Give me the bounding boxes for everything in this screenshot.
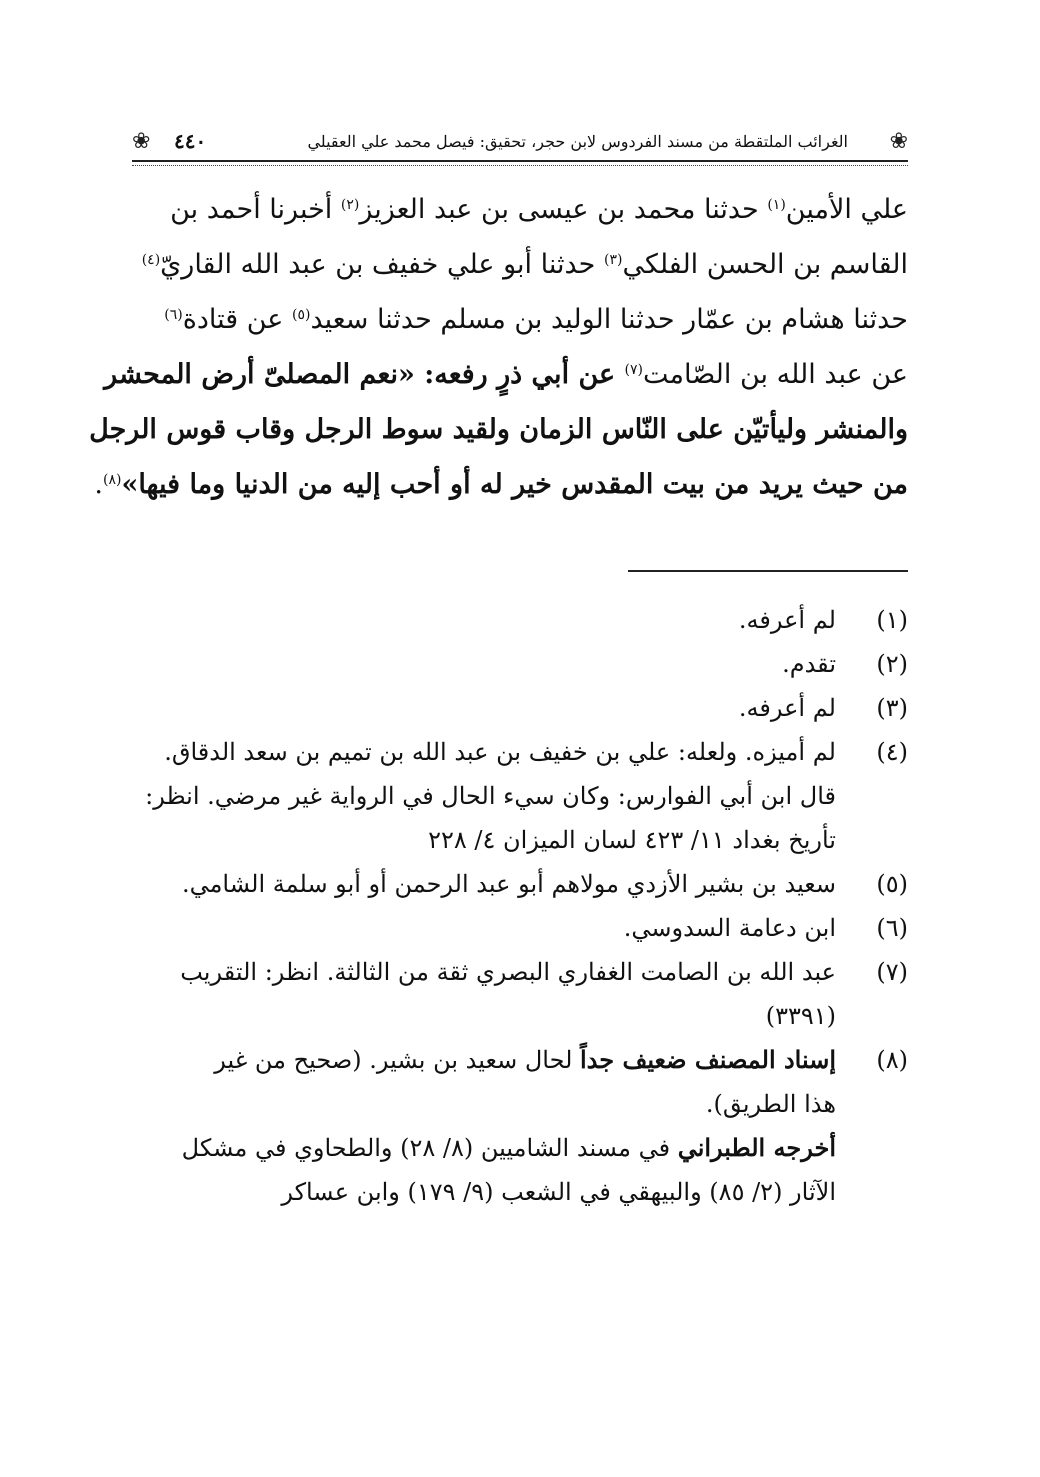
main-line [132,292,908,347]
text-run: علي الأمين [785,194,908,225]
ornament-icon: ❀ [889,129,908,154]
header-title: الغرائب الملتقطة من مسند الفردوس لابن حجر، تحقيق: فيصل محمد علي العقيلي [307,132,848,151]
hadith-text: والمنشر وليأتيّن على النّاس الزمان ولقيد سوط الرجل وقاب قوس الرجل [89,414,908,445]
footnote-ref[interactable]: (٤) [141,252,161,268]
footnote [132,862,908,906]
footnote-number: (٥) [876,870,908,898]
main-line [89,402,908,457]
text-run: لحال سعيد بن بشير. (صحيح من غير [214,1046,581,1074]
footnote-text: الآثار (٢/ ٨٥) والبيهقي في الشعب (٩/ ١٧٩) وابن عساكر [281,1178,836,1206]
footnote-number: (٤) [876,738,908,766]
footnote [132,1038,908,1126]
text-run: عن عبد الله بن الصّامت [643,359,908,390]
footnotes [132,598,908,1214]
main-text [89,182,908,512]
hadith-text: من حيث يريد من بيت المقدس خير له أو أحب إليه من الدنيا وما فيها» [121,469,908,500]
hadith-text: عن أبي ذرٍ رفعه: «نعم المصلىّ أرض المحشر [104,359,625,390]
footnote-text: تأريخ بغداد ١١/ ٤٢٣ لسان الميزان ٤/ ٢٢٨ [428,826,836,854]
footnote-text: لم أميزه. ولعله: علي بن خفيف بن عبد الله بن تميم بن سعد الدقاق. [164,738,836,766]
footnote-text: لم أعرفه. [738,606,836,634]
footnote-ref[interactable]: (٦) [164,307,183,323]
footnote-number: (٧) [876,958,908,986]
footnote-text [132,1038,836,1082]
footnote-number: (٦) [876,914,908,942]
footnote-text: لم أعرفه. [738,694,836,722]
footnote-text: ابن دعامة السدوسي. [623,914,836,942]
footnote [132,950,908,1038]
main-line [94,457,908,512]
footnote-number: (١) [876,606,908,634]
footnote-number: (٣) [876,694,908,722]
footnote-separator [628,570,908,572]
footnote [132,906,908,950]
footnote [132,598,908,642]
footnote-number: (٨) [876,1046,908,1074]
footnote-text: سعيد بن بشير الأزدي مولاهم أبو عبد الرحمن أو أبو سلمة الشامي. [181,870,836,898]
text-run: في مسند الشاميين (٨/ ٢٨) والطحاوي في مشكل [181,1134,678,1162]
header-rule-dotted [132,165,908,166]
main-line [132,237,908,292]
footnote-ref[interactable]: (٢) [340,197,360,213]
footnote-ref[interactable]: (٧) [624,362,644,378]
page-number: ٤٤٠ [174,129,207,153]
running-header [132,128,908,162]
text-run: حدثنا محمد بن عيسى بن عبد العزيز [359,194,768,225]
bold-lead: أخرجه الطبراني [677,1133,836,1162]
footnote-ref[interactable]: (٥) [291,307,311,323]
text-run: أخبرنا أحمد بن [170,194,341,225]
text-run: القاسم بن الحسن الفلكي [622,249,908,280]
main-line [104,347,908,402]
footnote-text: تقدم. [782,650,836,678]
footnote-continuation [132,1126,908,1214]
footnote-text: (٣٣٩١) [765,1002,836,1030]
footnote-text: هذا الطريق). [705,1090,836,1118]
footnote-ref[interactable]: (٣) [603,252,623,268]
ornament-icon: ❀ [132,129,151,154]
footnote [132,730,908,862]
header-rule [132,160,908,162]
text-run: عن قتادة [182,304,292,335]
bold-lead: إسناد المصنف ضعيف جداً [580,1045,836,1074]
footnote-text: عبد الله بن الصامت الغفاري البصري ثقة من الثالثة. انظر: التقريب [180,958,836,986]
footnote-number: (٢) [876,650,908,678]
footnote-text: قال ابن أبي الفوارس: وكان سيء الحال في الرواية غير مرضي. انظر: [145,782,836,810]
text-run: حدثنا هشام بن عمّار حدثنا الوليد بن مسلم حدثنا سعيد [310,304,908,335]
footnote-ref[interactable]: (٨) [102,472,122,488]
main-line [132,182,908,237]
footnote [132,642,908,686]
footnote-text [132,1126,836,1170]
text-run: . [94,469,103,500]
footnote-ref[interactable]: (١) [767,197,786,213]
footnote [132,686,908,730]
text-run: حدثنا أبو علي خفيف بن عبد الله القاريّ [160,249,604,280]
